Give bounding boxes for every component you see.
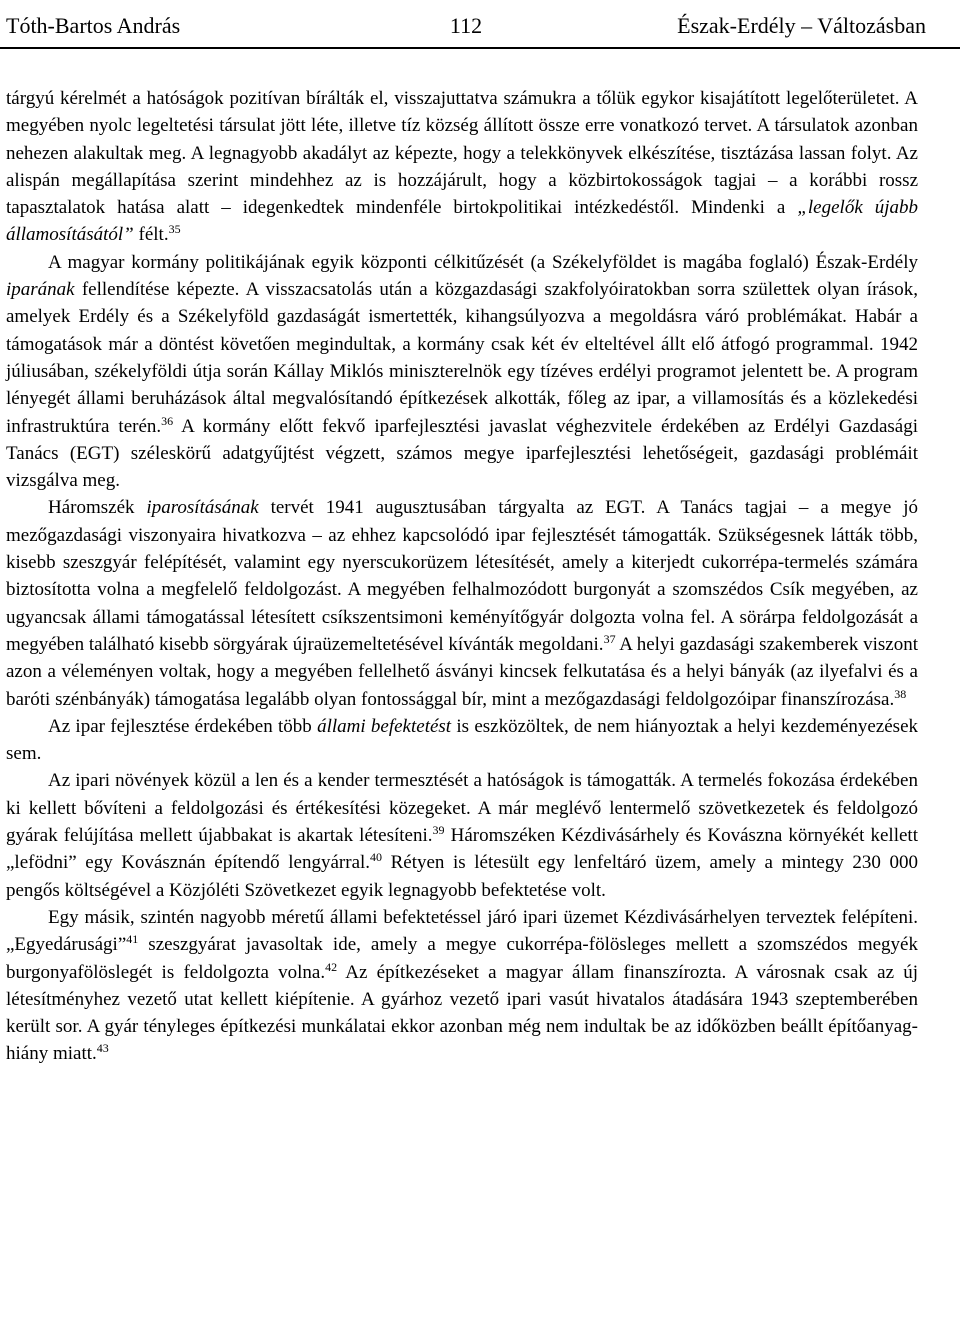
footnote-ref: 42 bbox=[325, 959, 338, 974]
italic-text: iparának bbox=[6, 279, 75, 301]
text-run: félt. bbox=[133, 224, 169, 246]
text-run: Háromszéken Kézdivásárhely és Kovászna környékét kellett „lefödni” egy Kovásznán építendő lengyárral. bbox=[6, 825, 918, 874]
footnote-ref: 39 bbox=[432, 823, 445, 838]
header-author: Tóth-Bartos András bbox=[6, 13, 181, 38]
running-header bbox=[6, 8, 926, 44]
footnote-ref: 38 bbox=[894, 686, 907, 701]
paragraph bbox=[6, 904, 918, 1068]
italic-text: „legelők újabb államosításától” bbox=[6, 197, 919, 246]
text-run: Az ipar fejlesztése érdekében több bbox=[48, 715, 318, 737]
text-run: szeszgyárat javasoltak ide, amely a megye cukorrépa-fölösleges mellett a szomszédos megyék burgonyafölöslegét is feldolgozta volna. bbox=[6, 934, 918, 983]
footnote-ref: 36 bbox=[161, 413, 174, 428]
text-run: A magyar kormány politikájának egyik központi célkitűzését (a Székelyföldet is magába foglaló) Észak-Erdély bbox=[48, 251, 918, 273]
text-run: A kormány előtt fekvő iparfejlesztési javaslat véghezvitele érdekében az Erdélyi Gazdasági Tanács (EGT) széleskörű adatgyűjtést végzett, számos megye iparfejlesztési lehetőségeit, gazdasági problémáit vizsgálva meg. bbox=[6, 415, 918, 492]
footnote-ref: 37 bbox=[603, 631, 616, 646]
italic-text: állami befektetést bbox=[317, 715, 452, 737]
text-run: Háromszék bbox=[48, 497, 147, 519]
header-rule bbox=[0, 47, 960, 49]
text-run: tervét 1941 augusztusában tárgyalta az EGT. A Tanács tagjai – a megye jó mezőgazdasági viszonyaira hivatkozva – az ehhez kapcsolódó ipar fejlesztését támogatták. Szükségesnek látták több, kisebb szeszgyár felépítését, valamint egy nyerscukorüzem létesítését, amely a kiterjedt cukorrépa-termelés számára biztosította volna a megfelelő feldolgozást. A megyében felhalmozódott burgonyát a szomszédos Csík megyében, az ugyancsak állami támogatással létesített csíkszentsimoni keményítőgyár dolgozta volna fel. A sörárpa feldolgozását a megyében található kisebb sörgyárak újraüzemeltetésével kívánták megoldani. bbox=[6, 497, 918, 655]
text-run: tárgyú kérelmét a hatóságok pozitívan bírálták el, visszajuttatva számukra a tőlük egykor kisajátított legelőterületet. A megyében nyolc legeltetési társulat jött léte, illetve tíz község állított össze erre vonatkozó tervet. A társulatok azonban nehezen alakultak meg. A legnagyobb akadályt az képezte, hogy a telekkönyvek elkészítése, tisztázása lassan folyt. Az alispán megállapítása szerint mindehhez az is hozzájárult, hogy a közbirtokosságok tagjai – a korábbi rossz tapasztalatok hatása alatt – idegenkedtek mindenféle birtokpolitikai intézkedéstől. Mindenki a bbox=[6, 88, 918, 219]
body-text bbox=[6, 85, 918, 1068]
text-run: fellendítése képezte. A visszacsatolás után a közgazdasági szakfolyóiratokban sorra születtek olyan írások, amelyek Erdély és a Székelyföld gazdaságát ismertették, kihangsúlyozva a megoldásra váró problémákat. Habár a támogatások már a döntést követően megindultak, a kormány csak két év elteltével állt elő átfogó programmal. 1942 júliusában, székelyföldi útja során Kállay Miklós miniszterelnök egy tízéves erdélyi programot jelentett be. A program lényegét állami beruházások által megvalósítandó építkezések alkották, főleg az ipar, a villamosítás és a közlekedési infrastruktúra terén. bbox=[6, 279, 918, 437]
italic-text: iparosításának bbox=[146, 497, 259, 519]
header-title: Észak-Erdély – Változásban bbox=[677, 13, 926, 38]
text-run: Rétyen is létesült egy lenfeltáró üzem, amely a mintegy 230 000 pengős költségével a Közjóléti Szövetkezet egyik legnagyobb befektetése volt. bbox=[6, 852, 918, 901]
text-run: is eszközöltek, de nem hiányoztak a helyi kezdeményezések sem. bbox=[6, 715, 918, 765]
footnote-ref: 40 bbox=[370, 850, 383, 865]
text-run: Egy másik, szintén nagyobb méretű állami befektetéssel járó ipari üzemet Kézdivásárhelyen terveztek felépíteni. „Egyedárusági” bbox=[6, 906, 918, 956]
page-number: 112 bbox=[449, 13, 483, 38]
paragraph bbox=[6, 494, 918, 712]
paragraph bbox=[6, 767, 918, 903]
paragraph bbox=[6, 713, 918, 768]
paragraph bbox=[6, 249, 918, 495]
footnote-ref: 35 bbox=[168, 222, 181, 237]
text-run: Az építkezéseket a magyar állam finanszírozta. A városnak csak az új létesítményhez vezető utat kellett kiépítenie. A gyárhoz vezető ipari vasút hivatalos átadására 1943 szeptemberében került sor. A gyár tényleges építkezési munkálatai ekkor azonban még nem indultak be az időközben beállt építőanyag-hiány miatt. bbox=[6, 961, 918, 1065]
footnote-ref: 41 bbox=[126, 932, 139, 947]
paragraph bbox=[6, 85, 918, 249]
text-run: A helyi gazdasági szakemberek viszont azon a véleményen voltak, hogy a megyében fellelhető ásványi kincsek felkutatása és a helyi bányák (az ilyefalvi és a baróti szénbányák) támogatása legalább olyan fontossággal bír, mint a mezőgazdasági feldolgozóipar finanszírozása. bbox=[6, 633, 919, 710]
text-run: Az ipari növények közül a len és a kender termesztését a hatóságok is támogatták. A termelés fokozása érdekében ki kellett bővíteni a feldolgozási és értékesítési közegeket. A már meglévő lentermelő szövetkezetek és feldolgozó gyárak felújítása mellett újabbakat is akartak létesíteni. bbox=[6, 770, 918, 847]
footnote-ref: 43 bbox=[96, 1041, 109, 1056]
